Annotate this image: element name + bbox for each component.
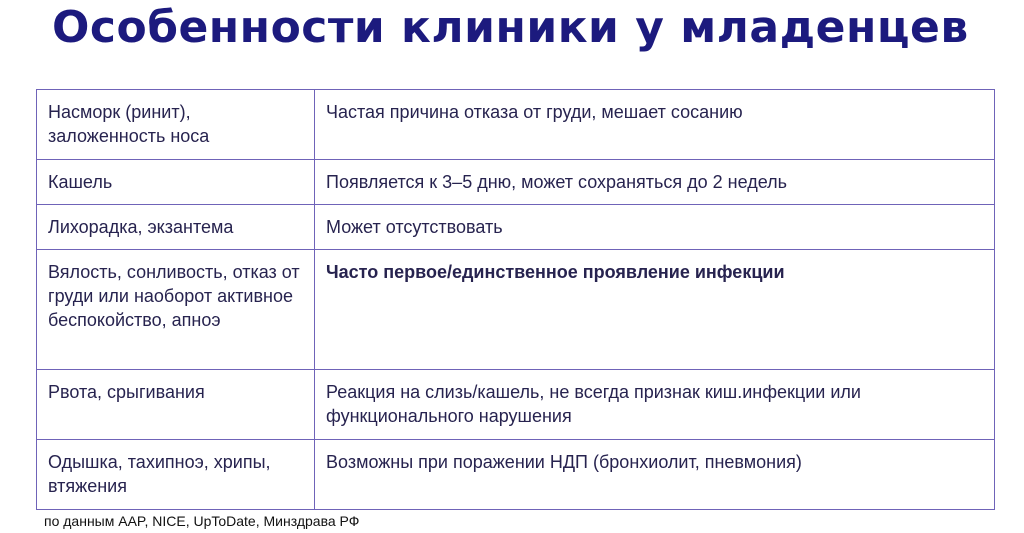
note-cell: Частая причина отказа от груди, мешает сосанию xyxy=(315,90,995,160)
table-row xyxy=(37,160,995,205)
symptom-cell: Лихорадка, экзантема xyxy=(37,205,315,250)
symptom-cell: Насморк (ринит), заложенность носа xyxy=(37,90,315,160)
table-row xyxy=(37,90,995,160)
symptom-cell: Рвота, срыгивания xyxy=(37,370,315,440)
note-cell: Может отсутствовать xyxy=(315,205,995,250)
table-row xyxy=(37,370,995,440)
symptom-cell: Кашель xyxy=(37,160,315,205)
infant-clinical-features-table xyxy=(36,89,995,510)
table-row xyxy=(37,250,995,370)
page-title: Особенности клиники у младенцев xyxy=(52,2,969,53)
source-note: по данным AAP, NICE, UpToDate, Минздрава РФ xyxy=(44,513,360,529)
note-cell-emphasis: Часто первое/единственное проявление инфекции xyxy=(315,250,995,370)
table-row xyxy=(37,440,995,510)
note-cell: Возможны при поражении НДП (бронхиолит, пневмония) xyxy=(315,440,995,510)
symptom-cell: Вялость, сонливость, отказ от груди или наоборот активное беспокойство, апноэ xyxy=(37,250,315,370)
note-cell: Появляется к 3–5 дню, может сохраняться до 2 недель xyxy=(315,160,995,205)
note-cell: Реакция на слизь/кашель, не всегда признак киш.инфекции или функционального нарушения xyxy=(315,370,995,440)
symptom-cell: Одышка, тахипноэ, хрипы, втяжения xyxy=(37,440,315,510)
table-row xyxy=(37,205,995,250)
